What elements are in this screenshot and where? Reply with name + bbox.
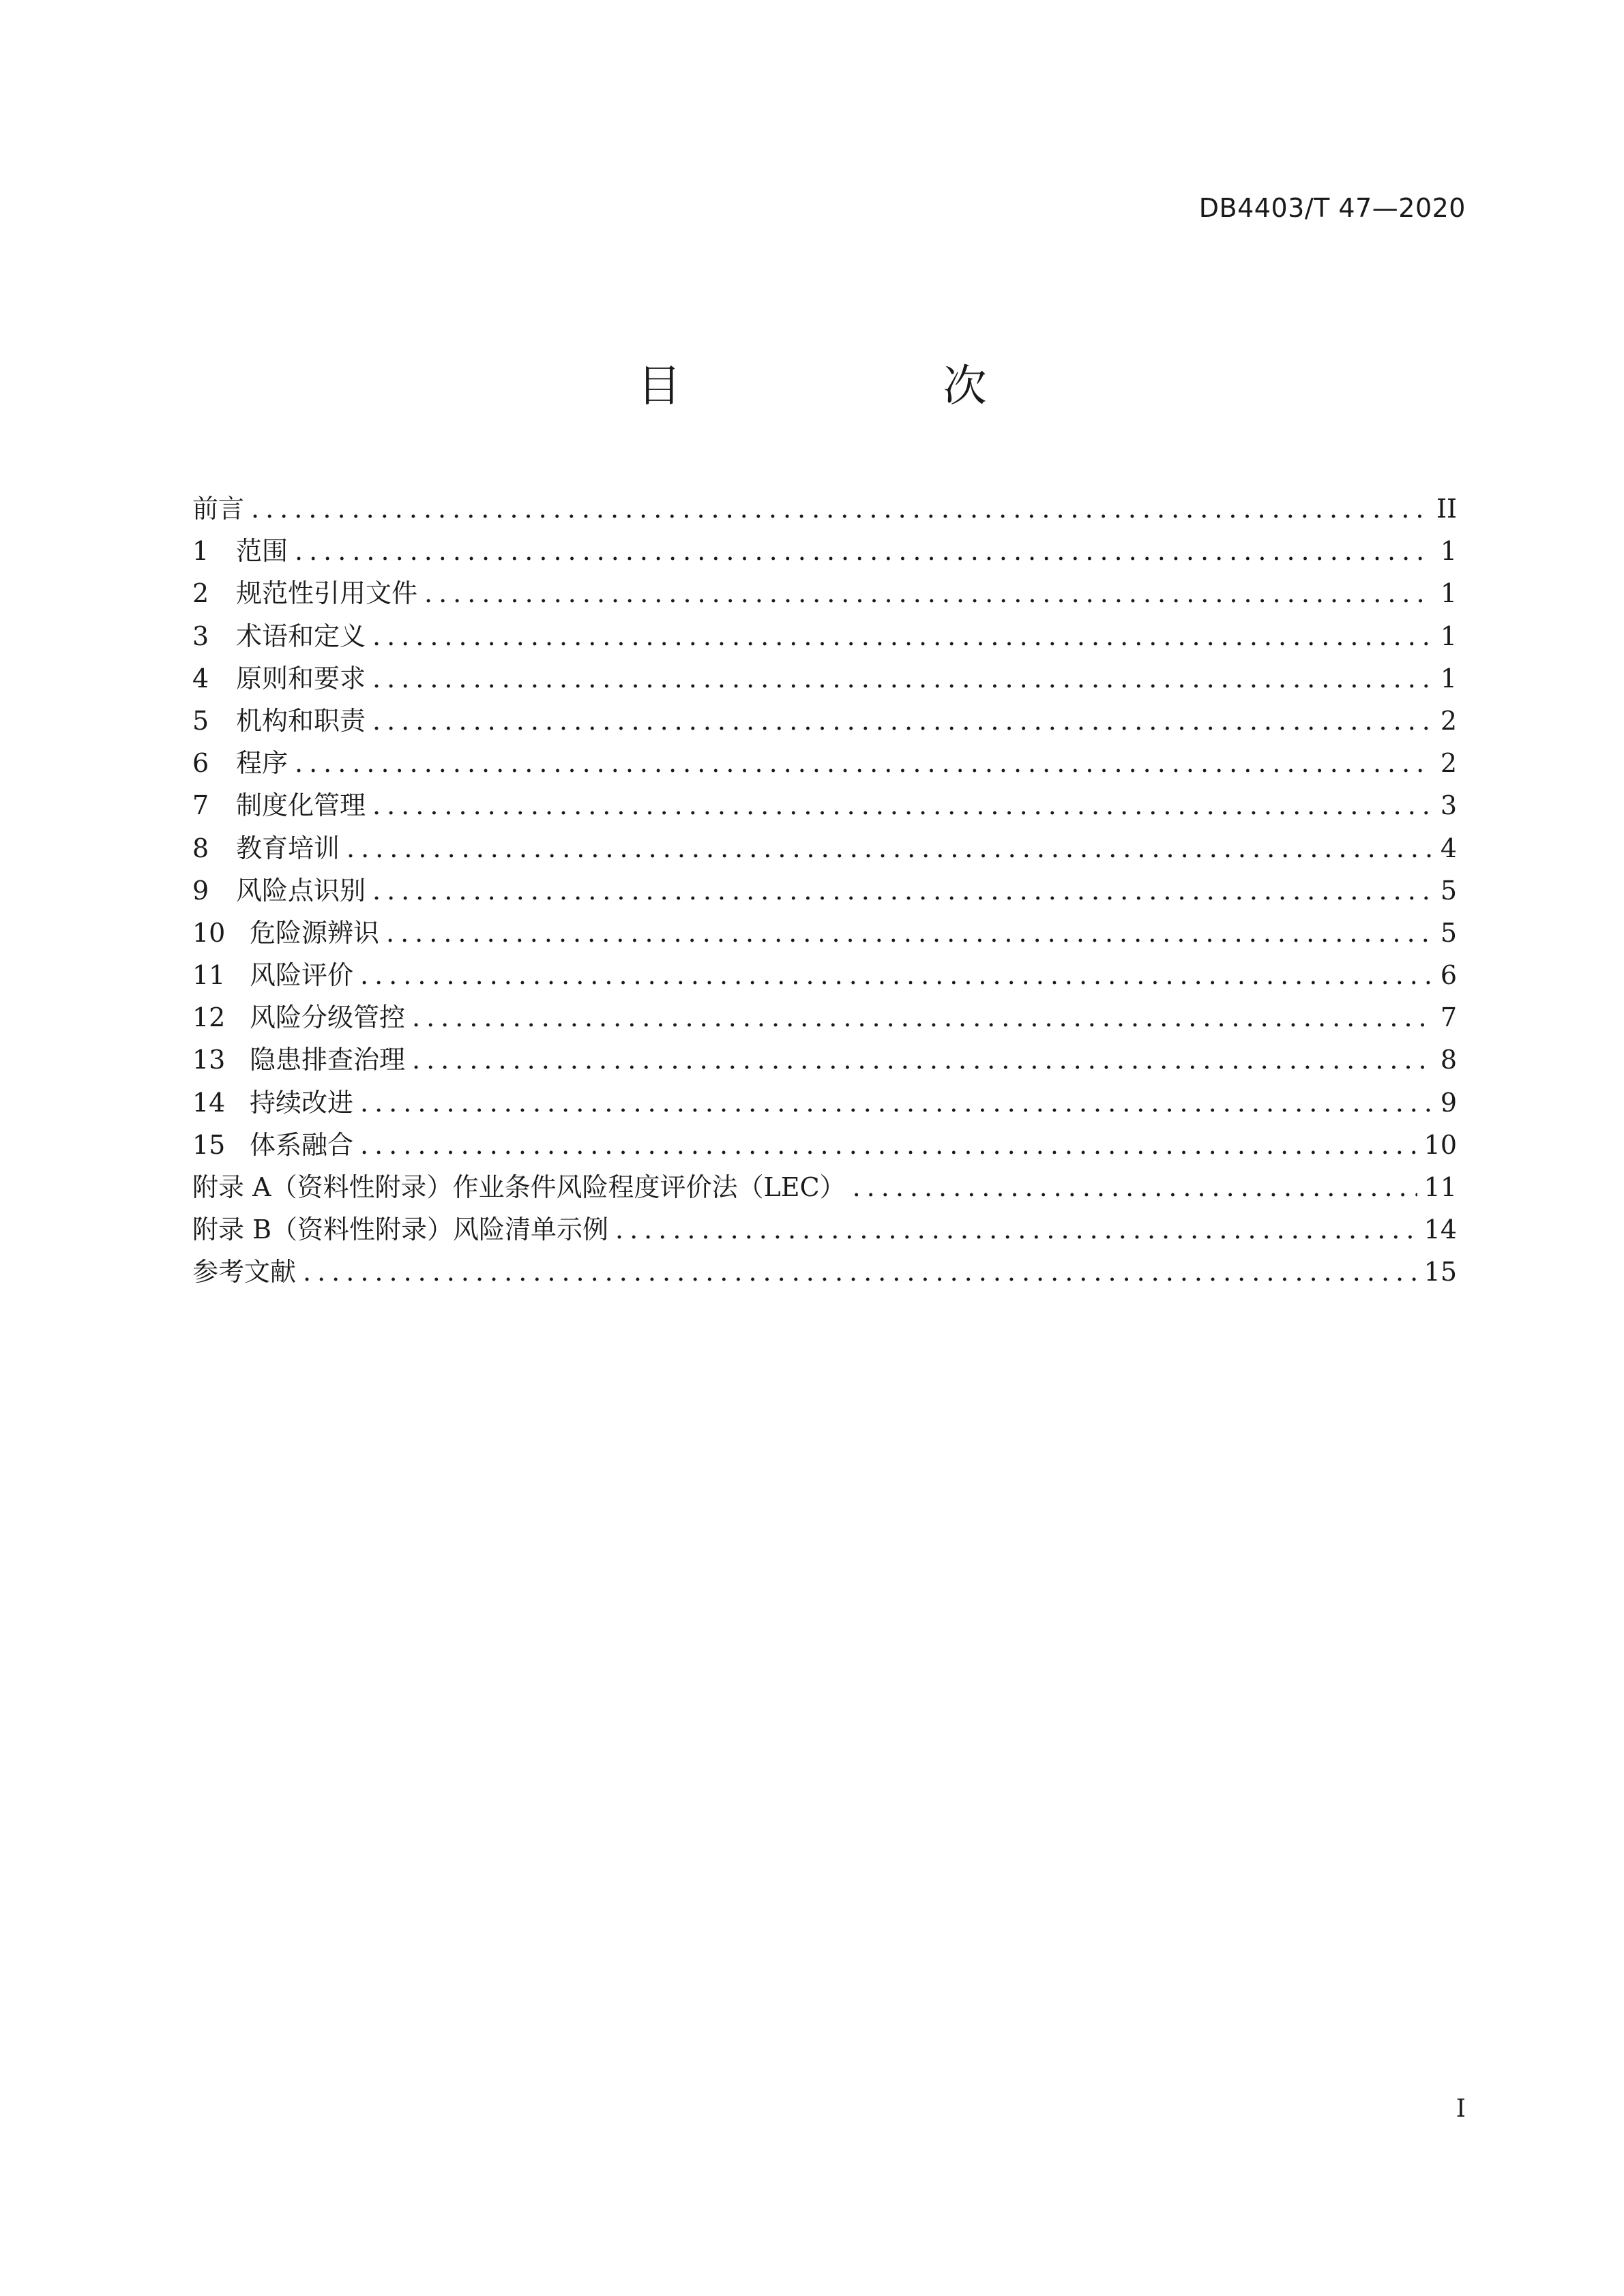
toc-entry-number: 4: [192, 663, 209, 694]
toc-entry-page: 1: [1440, 663, 1457, 694]
toc-entry-label: 程序: [236, 748, 289, 779]
page-title: 目 次: [637, 361, 1096, 412]
toc-leader-dots: [372, 657, 1431, 700]
toc-leader-dots: [412, 1039, 1431, 1081]
toc-entry-label: 机构和职责: [236, 705, 366, 736]
toc-leader-dots: [412, 996, 1431, 1039]
toc-entry-label: 风险评价: [250, 960, 354, 991]
toc-entry-page: 14: [1423, 1214, 1457, 1245]
toc-entry-appendix-b[interactable]: [192, 1208, 1457, 1251]
page-number: I: [1456, 2095, 1466, 2123]
toc-entry-15[interactable]: [192, 1124, 1457, 1166]
toc-leader-dots: [372, 700, 1431, 742]
toc-leader-dots: [615, 1208, 1417, 1251]
toc-entry-6[interactable]: [192, 742, 1457, 784]
toc-entry-page: II: [1436, 494, 1457, 524]
toc-entry-label: 隐患排查治理: [250, 1045, 406, 1075]
toc-leader-dots: [251, 488, 1430, 530]
toc-entry-page: 2: [1440, 748, 1457, 779]
toc-entry-number: 15: [192, 1129, 226, 1160]
toc-entry-label: 教育培训: [236, 833, 340, 863]
toc-entry-number: 1: [192, 536, 209, 567]
toc-entry-1[interactable]: [192, 530, 1457, 572]
toc-entry-label: 制度化管理: [236, 790, 366, 821]
toc-entry-page: 1: [1440, 536, 1457, 567]
toc-entry-number: 5: [192, 705, 209, 736]
toc-entry-appendix-a[interactable]: [192, 1166, 1457, 1208]
toc-entry-page: 6: [1440, 960, 1457, 991]
toc-leader-dots: [372, 615, 1431, 657]
toc-entry-14[interactable]: [192, 1082, 1457, 1124]
toc-entry-page: 7: [1440, 1002, 1457, 1033]
toc-leader-dots: [360, 1082, 1431, 1124]
toc-leader-dots: [853, 1166, 1417, 1208]
toc-entry-label: 参考文献: [192, 1257, 297, 1287]
toc-leader-dots: [303, 1251, 1417, 1293]
toc-entry-page: 1: [1440, 578, 1457, 609]
toc-entry-page: 11: [1423, 1172, 1457, 1202]
toc-leader-dots: [424, 572, 1431, 614]
toc-entry-page: 10: [1423, 1129, 1457, 1160]
toc-entry-label: 规范性引用文件: [236, 578, 418, 609]
toc-entry-number: 13: [192, 1045, 226, 1075]
toc-entry-8[interactable]: [192, 827, 1457, 869]
toc-entry-label: 前言: [192, 494, 245, 524]
toc-entry-label: 风险分级管控: [250, 1002, 406, 1033]
toc-leader-dots: [295, 742, 1431, 784]
toc-leader-dots: [295, 530, 1431, 572]
toc-entry-label: 原则和要求: [236, 663, 366, 694]
toc-entry-label: 附录 A（资料性附录）作业条件风险程度评价法（LEC）: [192, 1172, 846, 1202]
toc-entry-12[interactable]: [192, 996, 1457, 1039]
toc-entry-label: 范围: [236, 536, 289, 567]
toc-entry-label: 风险点识别: [236, 875, 366, 906]
toc-entry-4[interactable]: [192, 657, 1457, 700]
toc-leader-dots: [372, 784, 1431, 826]
toc-entry-number: 8: [192, 833, 209, 863]
toc-leader-dots: [360, 1124, 1417, 1166]
toc-entry-number: 3: [192, 621, 209, 651]
toc-entry-label: 危险源辨识: [250, 917, 380, 948]
toc-entry-3[interactable]: [192, 615, 1457, 657]
toc-entry-label: 持续改进: [250, 1087, 354, 1118]
toc-leader-dots: [372, 869, 1431, 912]
toc-entry-number: 2: [192, 578, 209, 609]
toc-entry-number: 9: [192, 875, 209, 906]
toc-entry-page: 5: [1440, 875, 1457, 906]
toc-entry-13[interactable]: [192, 1039, 1457, 1081]
toc-entry-7[interactable]: [192, 784, 1457, 826]
toc-entry-page: 3: [1440, 790, 1457, 821]
toc-entry-number: 10: [192, 917, 226, 948]
toc-entry-number: 11: [192, 960, 226, 991]
toc-entry-references[interactable]: [192, 1251, 1457, 1293]
toc-entry-page: 4: [1440, 833, 1457, 863]
toc-entry-label: 体系融合: [250, 1129, 354, 1160]
toc-entry-9[interactable]: [192, 869, 1457, 912]
toc-entry-5[interactable]: [192, 700, 1457, 742]
toc-entry-label: 术语和定义: [236, 621, 366, 651]
toc-entry-page: 5: [1440, 917, 1457, 948]
toc-leader-dots: [346, 827, 1431, 869]
toc-entry-label: 附录 B（资料性附录）风险清单示例: [192, 1214, 609, 1245]
toc-entry-number: 6: [192, 748, 209, 779]
toc-leader-dots: [386, 912, 1431, 954]
toc-entry-preface[interactable]: [192, 488, 1457, 530]
toc-entry-page: 8: [1440, 1045, 1457, 1075]
toc-leader-dots: [360, 954, 1431, 996]
toc-entry-number: 7: [192, 790, 209, 821]
toc-entry-number: 12: [192, 1002, 226, 1033]
toc-entry-page: 1: [1440, 621, 1457, 651]
toc-entry-2[interactable]: [192, 572, 1457, 614]
toc-entry-page: 9: [1440, 1087, 1457, 1118]
document-code: DB4403/T 47—2020: [1198, 193, 1466, 223]
toc-entry-11[interactable]: [192, 954, 1457, 996]
table-of-contents: [192, 488, 1457, 1294]
toc-entry-page: 15: [1423, 1257, 1457, 1287]
toc-entry-page: 2: [1440, 705, 1457, 736]
toc-entry-number: 14: [192, 1087, 226, 1118]
toc-entry-10[interactable]: [192, 912, 1457, 954]
